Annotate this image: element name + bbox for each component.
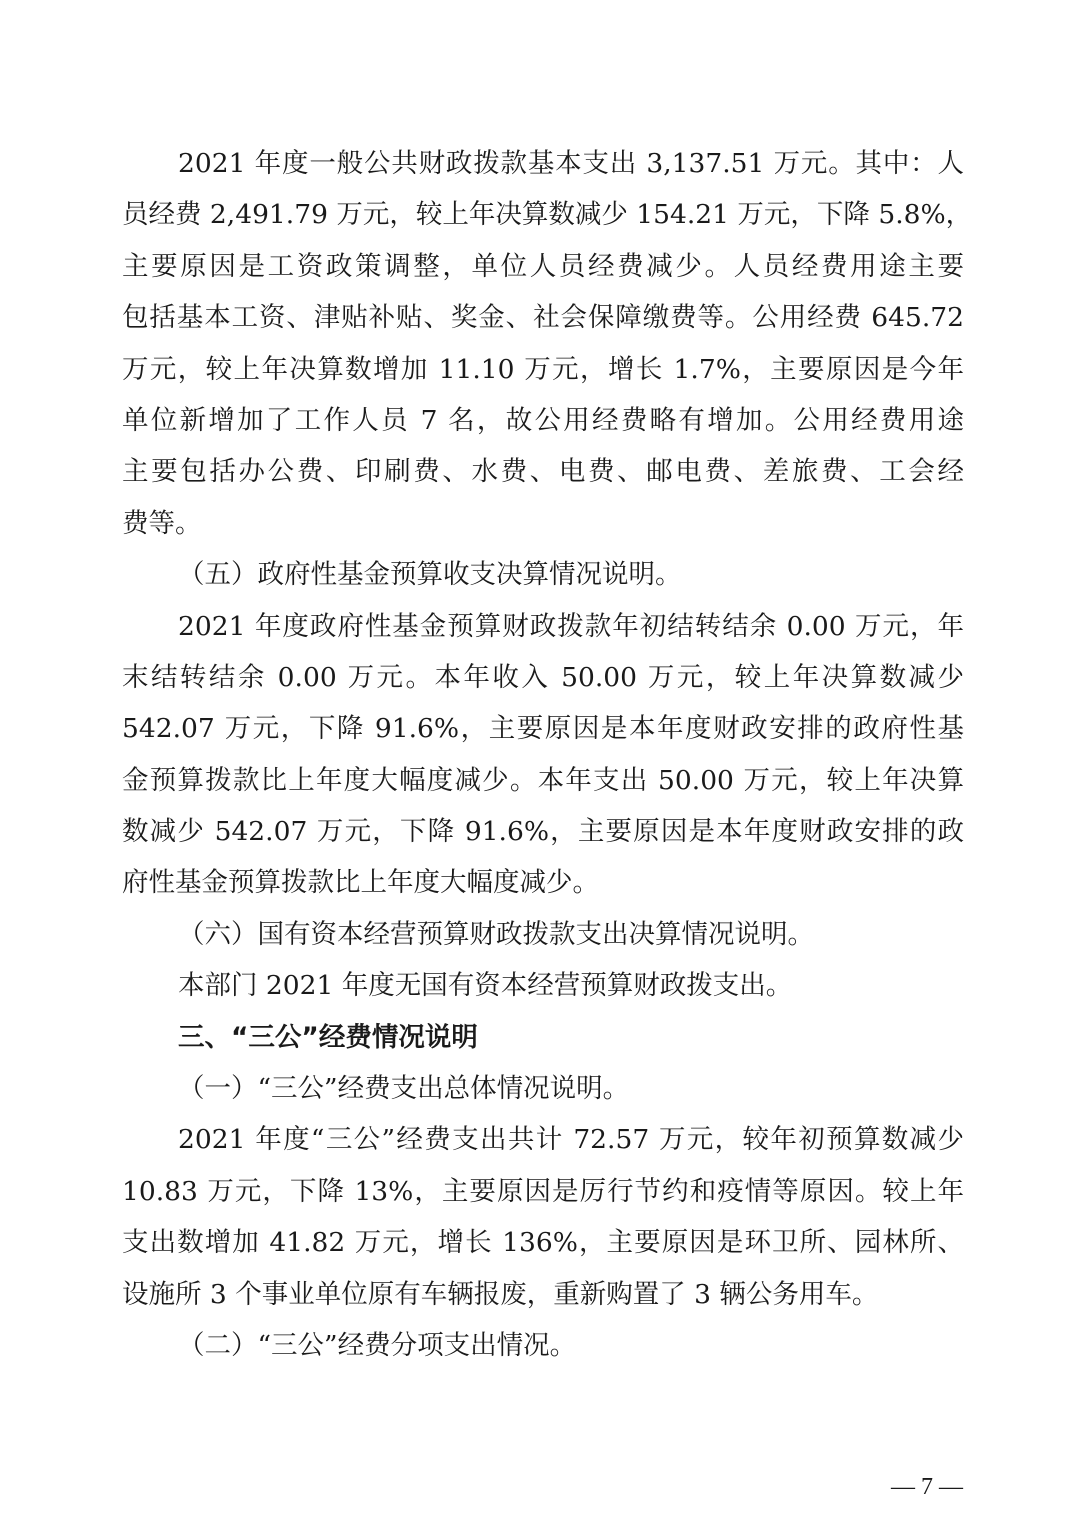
text-line: 支出数增加 41.82 万元，增长 136%，主要原因是环卫所、园林所、 xyxy=(122,1227,964,1259)
section-heading-state-capital: （六）国有资本经营预算财政拨款支出决算情况说明。 xyxy=(178,918,814,950)
text-line: 万元，较上年决算数增加 11.10 万元，增长 1.7%，主要原因是今年 xyxy=(122,353,964,385)
text-line: 府性基金预算拨款比上年度大幅度减少。 xyxy=(122,867,599,899)
section-heading-three-public: 三、“三公”经费情况说明 xyxy=(178,1021,478,1053)
text-line: 10.83 万元，下降 13%，主要原因是厉行节约和疫情等原因。较上年 xyxy=(122,1175,964,1207)
text-line: 2021 年度“三公”经费支出共计 72.57 万元，较年初预算数减少 xyxy=(178,1124,964,1156)
text-line: 末结转结余 0.00 万元。本年收入 50.00 万元，较上年决算数减少 xyxy=(122,661,964,693)
paragraph-government-fund xyxy=(122,601,964,909)
paragraph-basic-expenditure xyxy=(122,138,973,549)
subsection-heading-overall: （一）“三公”经费支出总体情况说明。 xyxy=(178,1073,630,1105)
text-line: 费等。 xyxy=(122,507,202,539)
text-line: 数减少 542.07 万元，下降 91.6%，主要原因是本年度财政安排的政 xyxy=(122,816,964,848)
text-line: 设施所 3 个事业单位原有车辆报废，重新购置了 3 辆公务用车。 xyxy=(122,1278,879,1310)
page-number: — 7 — xyxy=(891,1474,963,1500)
text-line: 主要原因是工资政策调整，单位人员经费减少。人员经费用途主要 xyxy=(122,250,964,282)
subsection-heading-itemized: （二）“三公”经费分项支出情况。 xyxy=(178,1329,577,1361)
text-line: 2021 年度政府性基金预算财政拨款年初结转结余 0.00 万元，年 xyxy=(178,610,964,642)
text-line: 包括基本工资、津贴补贴、奖金、社会保障缴费等。公用经费 645.72 xyxy=(122,302,964,334)
text-line: 2021 年度一般公共财政拨款基本支出 3,137.51 万元。其中：人 xyxy=(178,148,964,179)
text-line: 单位新增加了工作人员 7 名，故公用经费略有增加。公用经费用途 xyxy=(122,404,964,436)
text-line: 主要包括办公费、印刷费、水费、电费、邮电费、差旅费、工会经 xyxy=(122,456,964,488)
text-line: 金预算拨款比上年度大幅度减少。本年支出 50.00 万元，较上年决算 xyxy=(122,764,964,796)
text-line: 员经费 2,491.79 万元，较上年决算数减少 154.21 万元，下降 5.8%， xyxy=(122,199,973,231)
paragraph-three-public-overall xyxy=(122,1114,964,1320)
section-heading-government-fund: （五）政府性基金预算收支决算情况说明。 xyxy=(178,559,682,591)
document-body xyxy=(122,138,973,1371)
paragraph-state-capital: 本部门 2021 年度无国有资本经营预算财政拨支出。 xyxy=(178,970,793,1002)
text-line: 542.07 万元，下降 91.6%，主要原因是本年度财政安排的政府性基 xyxy=(122,713,964,745)
